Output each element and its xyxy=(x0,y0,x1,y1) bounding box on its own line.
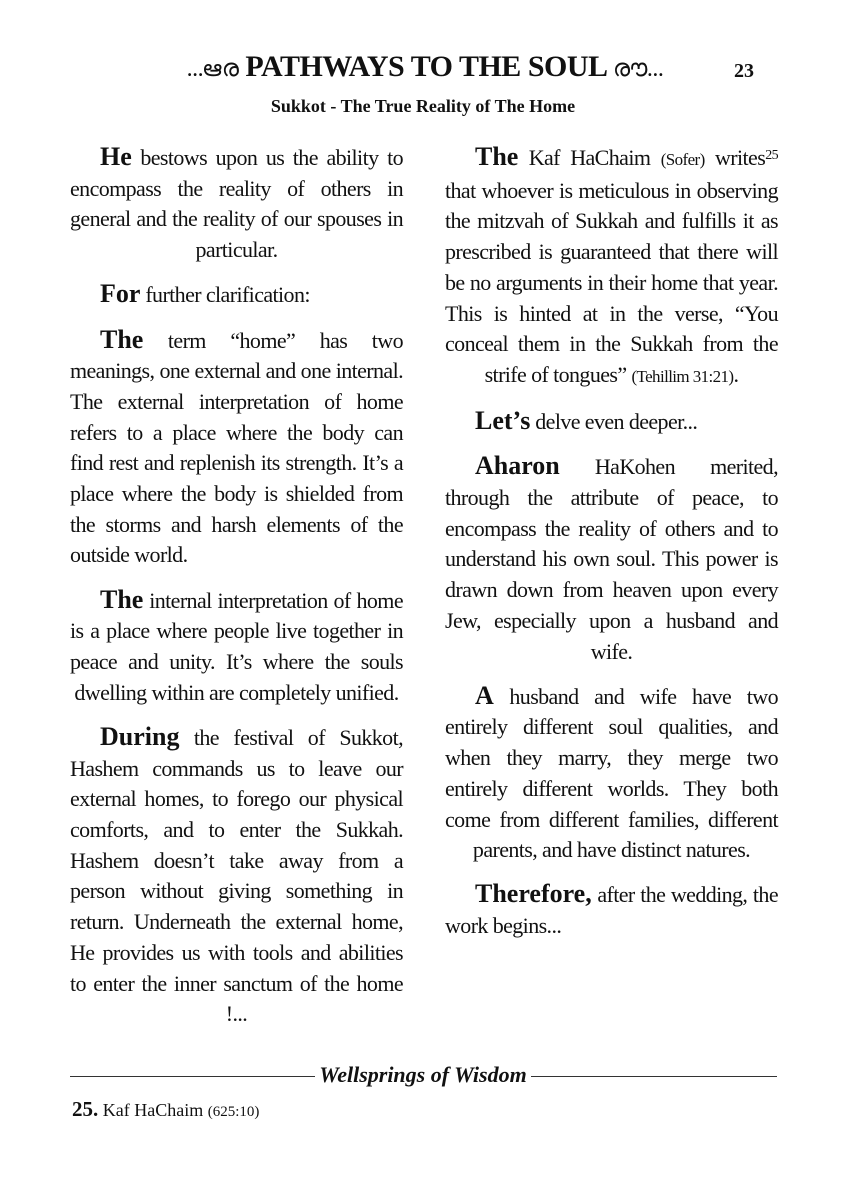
paragraph-text: delve even deeper... xyxy=(530,409,698,435)
paragraph xyxy=(445,142,778,393)
paragraph-text: HaKohen merited, through the attribute of peace, to encompass the reality of others and to understand his own soul. This power is drawn down from heaven upon every Jew, especially upon a husband and wife. xyxy=(445,454,778,664)
chapter-subtitle-text: Sukkot - The True Reality of The Home xyxy=(270,96,576,116)
paragraph xyxy=(445,879,778,941)
lead-word: For xyxy=(100,279,141,309)
paragraph-text: writes xyxy=(704,145,766,170)
paragraph xyxy=(70,142,403,266)
paragraph-text: . xyxy=(733,361,739,387)
paragraph-text: further clarification: xyxy=(140,282,310,308)
paragraph-text: internal interpretation of home is a place where people live together in peace and unity. It’s where the souls dwelling within are completely unified. xyxy=(70,587,403,705)
paragraph-text: the festival of Sukkot, Hashem commands us to leave our external homes, to forego our physical comforts, and to enter the Sukkah. Hashem doesn’t take away from a person without giving something in return. Underneath the external home, He provides us with tools and abilities to enter the inner sanctum of the home !... xyxy=(70,724,403,1027)
footnote xyxy=(72,1097,259,1122)
footnote-number: 25. xyxy=(72,1097,99,1121)
source-note: (Tehillim 31:21) xyxy=(631,366,734,386)
lead-word: The xyxy=(100,324,144,354)
paragraph-text: Kaf HaChaim xyxy=(518,145,661,170)
paragraph xyxy=(445,681,778,866)
paragraph xyxy=(70,325,403,572)
footer-ornament xyxy=(0,1062,846,1088)
paragraph xyxy=(70,585,403,709)
lead-word: The xyxy=(100,584,144,614)
lead-word: Therefore, xyxy=(475,879,592,909)
paragraph xyxy=(445,451,778,667)
paragraph xyxy=(445,406,778,438)
chapter-subtitle xyxy=(0,96,846,117)
footnote-ref[interactable]: 25 xyxy=(765,148,778,163)
paragraph xyxy=(70,722,403,1030)
lead-word: He xyxy=(100,142,132,171)
footnote-source: (625:10) xyxy=(207,1104,260,1120)
lead-word: A xyxy=(475,680,494,710)
ornament-right-icon: രൗ... xyxy=(612,56,664,82)
paragraph-text: bestows upon us the ability to encompass the reality of others in general and the reality of our spouses in particular. xyxy=(70,145,403,263)
page-number: 23 xyxy=(734,60,754,82)
book-title xyxy=(130,50,720,88)
paragraph-text: term “home” has two meanings, one external and one internal. The external interpretation of home refers to a place where the body can find rest and replenish its strength. It’s a place where the body is shielded from the storms and harsh elements of the outside world. xyxy=(70,327,403,568)
lead-word: The xyxy=(475,142,519,171)
right-column xyxy=(445,142,778,955)
lead-word: Let’s xyxy=(475,406,531,436)
paragraph-text: that whoever is meticulous in observing the mitzvah of Sukkah and fulfills it as prescribed is guaranteed that there will be no arguments in their home that year. This is hinted at in the verse, “You conceal them in the Sukkah from the strife of tongues” xyxy=(445,177,778,387)
lead-word: Aharon xyxy=(475,451,560,481)
footer-ornament-text: Wellsprings of Wisdom xyxy=(315,1062,530,1087)
running-header xyxy=(130,50,770,90)
paragraph xyxy=(70,279,403,311)
source-note: (Sofer) xyxy=(660,150,705,169)
footnote-text: Kaf HaChaim xyxy=(98,1100,208,1120)
left-column xyxy=(70,142,403,1043)
lead-word: During xyxy=(100,721,180,751)
ornament-left-icon: ...ఆര xyxy=(186,56,239,82)
paragraph-text: husband and wife have two entirely different soul qualities, and when they marry, they merge two entirely different worlds. They both come from different families, different parents, and have distinct natures. xyxy=(445,683,778,863)
book-title-text: PATHWAYS TO THE SOUL xyxy=(245,50,606,83)
paragraph-text: after the wedding, the work begins... xyxy=(445,882,778,939)
